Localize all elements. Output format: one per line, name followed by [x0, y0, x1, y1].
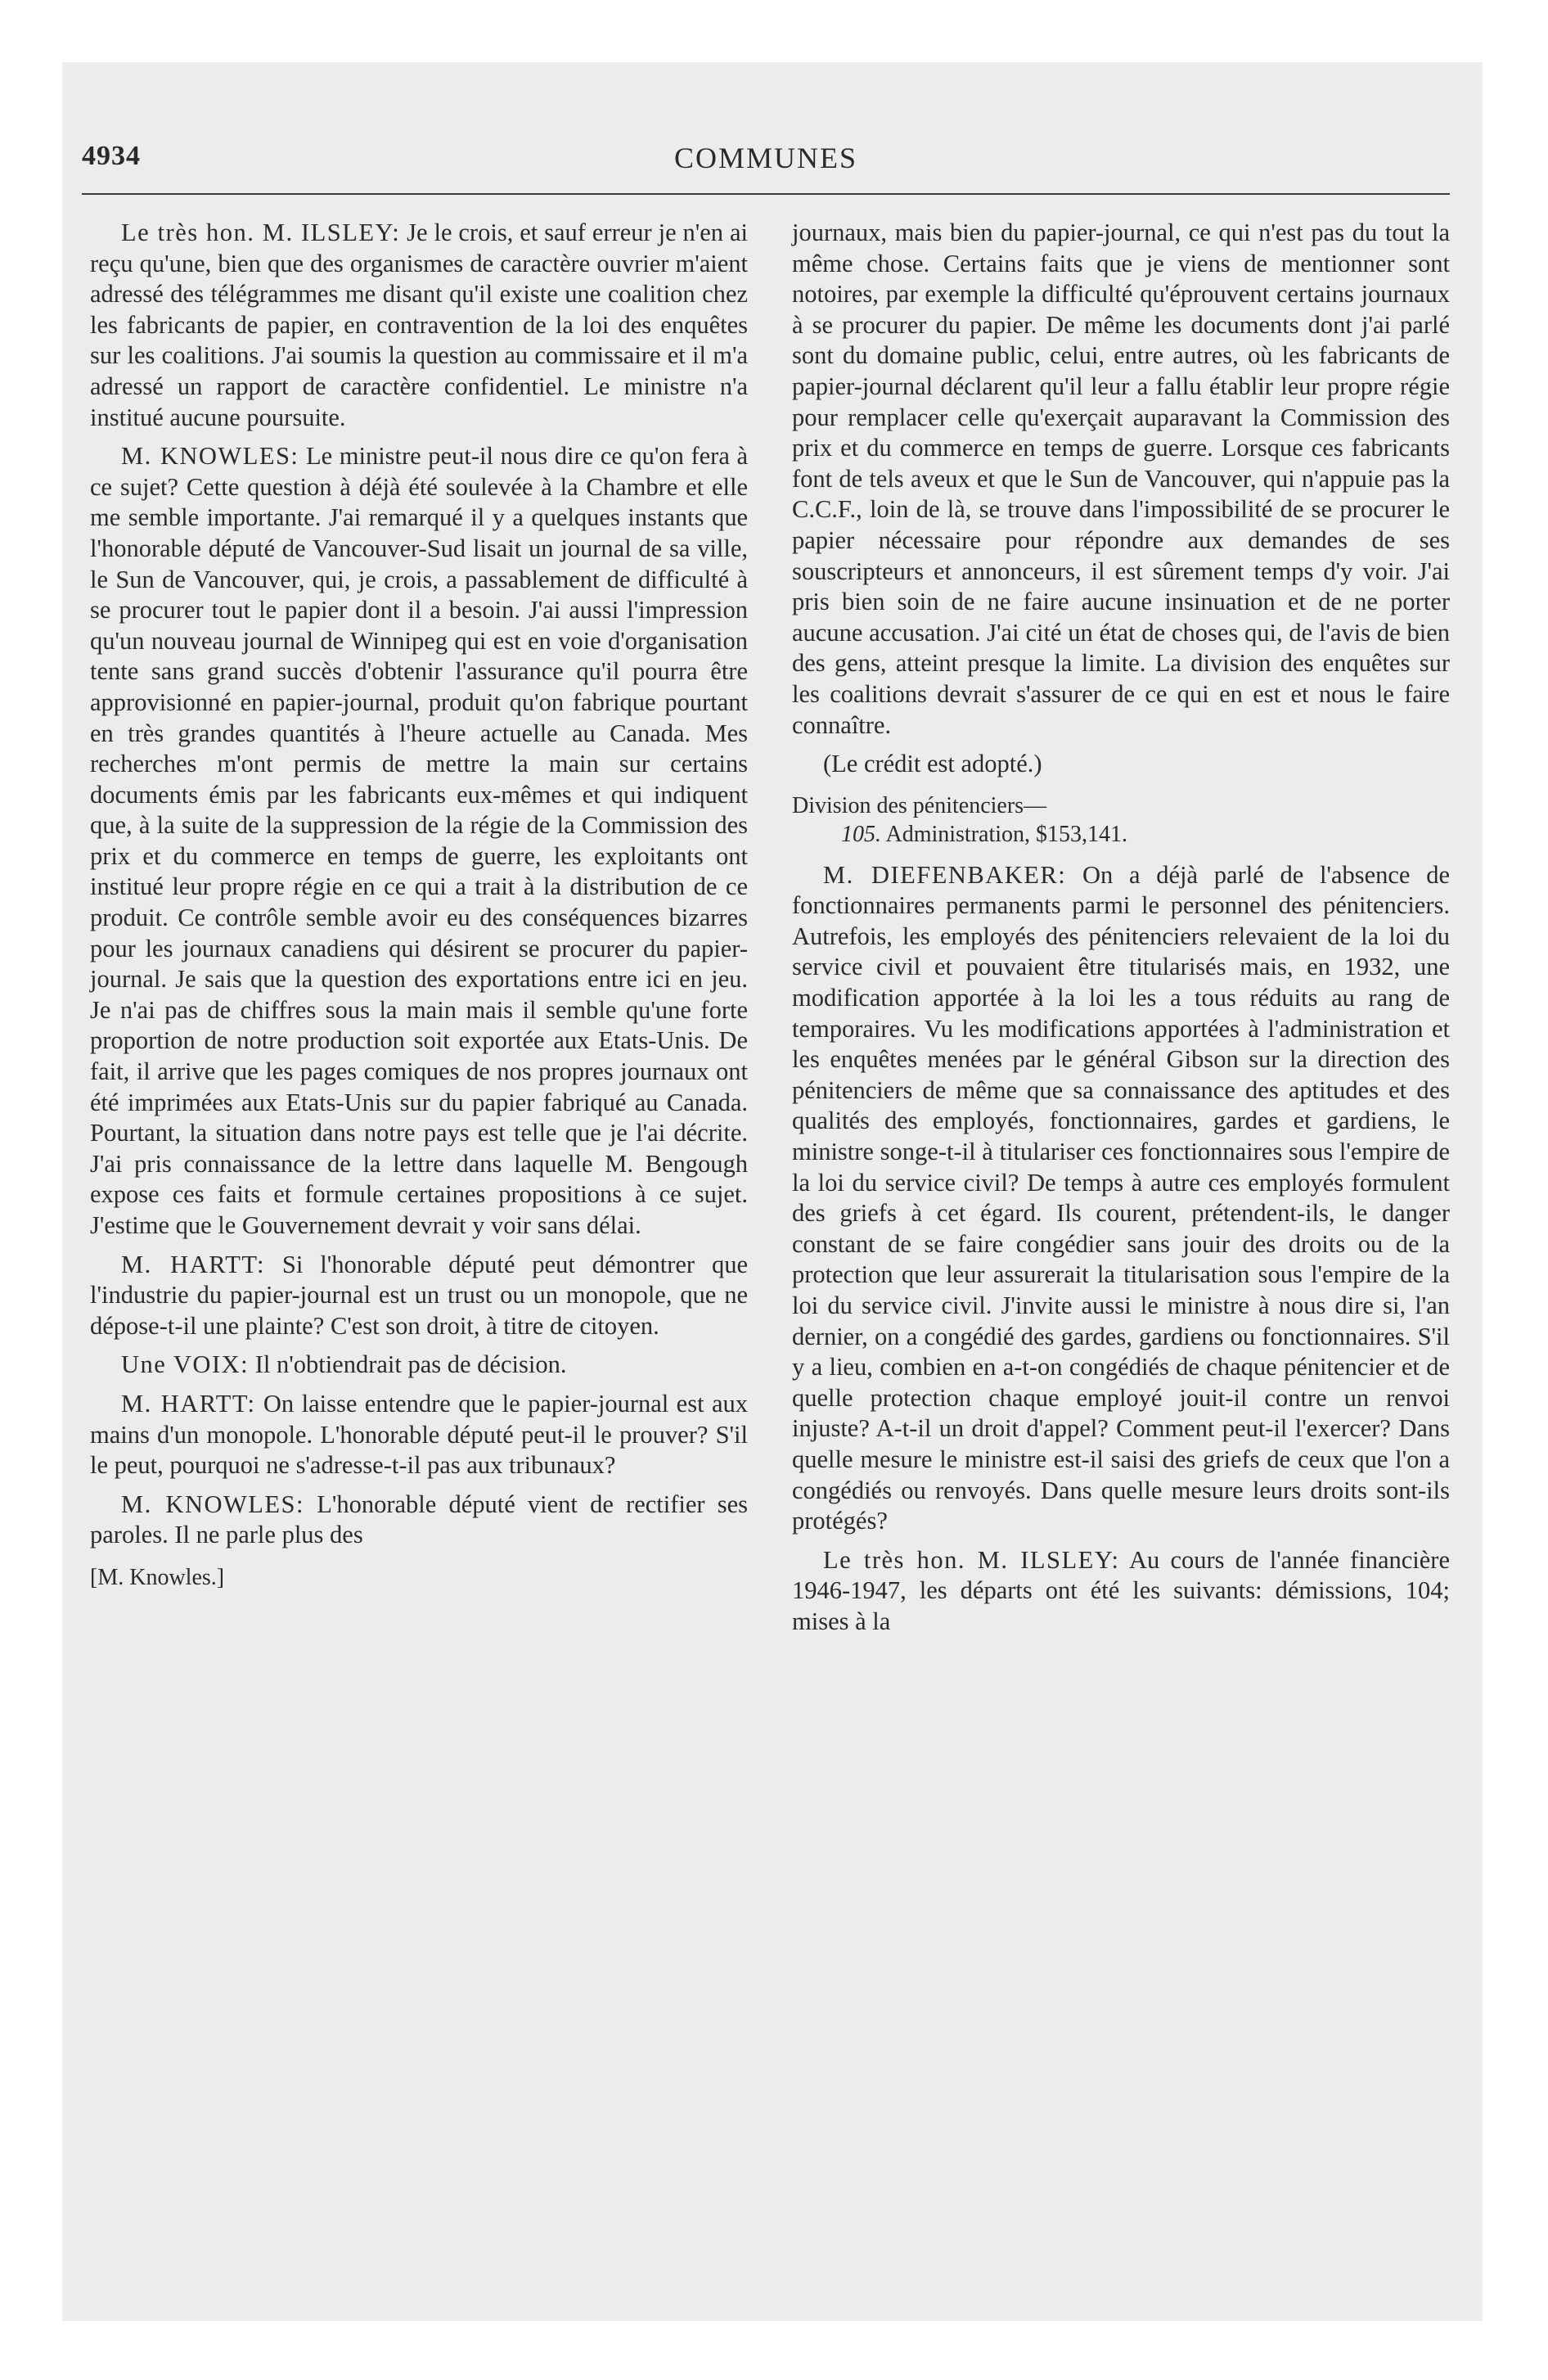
speech-text: Si l'honorable député peut démontrer que l'industrie du papier-journal est un trust ou un monopole, que ne dépose-t-il une plainte? C'est son droit, à titre de citoyen. — [90, 1250, 749, 1340]
speaker-name: M. DIEFENBAKER: — [823, 860, 1067, 889]
speech-text: On a déjà parlé de l'absence de fonctionnaires permanents parmi le personnel des pénitenciers. Autrefois, les employés des pénitenciers relevaient de la loi du service civil et pouvaient être titularisés mais, en 1932, une modification apportée à la loi les a tous réduits au rang de temporaires. Vu les modifications apportées à l'administration et les enquêtes menées par le général Gibson sur la direction des pénitenciers de même que sa connaissance des aptitudes et des qualités des employés, fonctionnaires, gardes et gardiens, le ministre songe-t-il à titulariser ces fonctionnaires sous l'empire de la loi du service civil? De temps à autre ces employés formulent des griefs à cet égard. Ils courent, prétendent-ils, le danger constant de se faire congédier sans jouir des droits ou de la protection que leur assurerait la titularisation sous l'empire de la loi du service civil. J'invite aussi le ministre à nous dire si, l'an dernier, on a congédié des gardes, gardiens ou fonctionnaires. S'il y a lieu, combien en a-t-on congédiés de chaque pénitencier et de quelle protection chaque employé jouit-il contre un renvoi injuste? A-t-il un droit d'appel? Comment peut-il l'exercer? Dans quelle mesure le ministre est-il saisi des griefs de ceux que l'on a congédiés ou renvoyés. Dans quelle mesure leurs droits sont-ils protégés? — [792, 860, 1450, 1535]
paragraph — [792, 860, 1450, 1537]
paragraph — [90, 1389, 748, 1481]
speaker-name: M. HARTT: — [121, 1250, 265, 1278]
speaker-name: Le très hon. M. ILSLEY: — [121, 219, 401, 246]
paragraph — [792, 218, 1450, 741]
paragraph — [792, 1545, 1450, 1638]
speech-text: Le ministre peut-il nous dire ce qu'on fera à ce sujet? Cette question à déjà été soulevée à la Chambre et elle me semble importante. J'ai remarqué il y a quelques instants que l'honorable député de Vancouver-Sud lisait un journal de sa ville, le Sun de Vancouver, qui, je crois, a passablement de difficulté à se procurer tout le papier dont il a besoin. J'ai aussi l'impression qu'un nouveau journal de Winnipeg qui est en voie d'organisation tente sans grand succès d'obtenir l'assurance qu'il pourra être approvisionné en papier-journal, produit qu'on fabrique pourtant en très grandes quantités à l'heure actuelle au Canada. Mes recherches m'ont permis de mettre la main sur certains documents émis par les fabricants eux-mêmes et qui indiquent que, à la suite de la suppression de la régie de la Commission des prix et du commerce en temps de guerre, les exploitants ont institué leur propre régie en ce qui a trait à la distribution de ce produit. Ce contrôle semble avoir eu des conséquences bizarres pour les journaux canadiens qui désirent se procurer du papier-journal. Je sais que la question des exportations entre ici en jeu. Je n'ai pas de chiffres sous la main mais il semble qu'une forte proportion de notre production soit exportée aux Etats-Unis. De fait, il arrive que les pages comiques de nos propres journaux ont été imprimées aux Etats-Unis sur du papier fabriqué au Canada. Pourtant, la situation dans notre pays est telle que je l'ai décrite. J'ai pris connaissance de la lettre dans laquelle M. Bengough expose ces faits et formule certaines propositions à ce sujet. J'estime que le Gouvernement devrait y voir sans délai. — [90, 442, 749, 1239]
adopted-note: (Le crédit est adopté.) — [823, 750, 1042, 778]
speech-text: Il n'obtiendrait pas de décision. — [254, 1350, 567, 1379]
left-column — [90, 218, 748, 1602]
speech-text: Je le crois, et sauf erreur je n'en ai reçu qu'une, bien que des organismes de caractère ouvrier m'aient adressé des télégrammes me disant qu'il existe une coalition chez les fabricants de papier, en contravention de la loi des enquêtes sur les coalitions. J'ai soumis la question au commissaire et il m'a adressé un rapport de caractère confidentiel. Le ministre n'a institué aucune poursuite. — [90, 219, 748, 431]
speaker-name: M. KNOWLES: — [121, 1490, 304, 1518]
speaker-name: M. HARTT: — [121, 1389, 256, 1418]
speech-text: Au cours de l'année financière 1946-1947, les départs ont été les suivants: démissions, 104; mises à la — [792, 1545, 1450, 1635]
speech-text: L'honorable député vient de rectifier ses paroles. Il ne parle plus des — [90, 1490, 749, 1549]
item-text: Administration, $153,141. — [885, 821, 1128, 847]
speaker-name: M. KNOWLES: — [121, 442, 299, 471]
paragraph — [90, 441, 748, 1241]
speaker-footer: [M. Knowles.] — [90, 1564, 225, 1590]
page-header — [82, 141, 1450, 195]
page-title: COMMUNES — [673, 142, 858, 174]
speaker-name: Une VOIX: — [121, 1350, 250, 1379]
page-number: 4934 — [82, 141, 141, 171]
section-heading: Division des pénitenciers— — [792, 792, 1047, 818]
paragraph — [90, 1250, 748, 1342]
speech-text: journaux, mais bien du papier-journal, ce qui n'est pas du tout la même chose. Certains faits que je viens de mentionner sont notoires, par exemple la difficulté qu'éprouvent certains journaux à se procurer du papier. De même les documents dont j'ai parlé sont du domaine public, celui, entre autres, où les fabricants de papier-journal déclarent qu'il leur a fallu établir leur propre régie pour remplacer celle qu'exerçait auparavant la Commission des prix et du commerce en temps de guerre. Lorsque ces fabricants font de tels aveux et que le Sun de Vancouver, qui n'appuie pas la C.C.F., loin de là, se trouve dans l'impossibilité de se procurer le papier nécessaire pour répondre aux demandes de ses souscripteurs et annonceurs, il est sûrement temps d'y voir. J'ai pris bien soin de ne faire aucune insinuation et de ne porter aucune accusation. J'ai cité un état de choses qui, de l'avis de bien des gens, atteint presque la limite. La division des enquêtes sur les coalitions devrait s'assurer de ce qui en est et nous le faire connaître. — [792, 219, 1450, 739]
paragraph — [90, 1350, 748, 1381]
budget-item — [792, 821, 1450, 849]
right-column — [792, 218, 1450, 1646]
speaker-name: Le très hon. M. ILSLEY: — [823, 1545, 1120, 1574]
paragraph — [90, 1490, 748, 1551]
header-rule — [82, 193, 1450, 195]
item-number: 105. — [841, 821, 881, 847]
speech-text: On laisse entendre que le papier-journal est aux mains d'un monopole. L'honorable député peut-il le prouver? S'il le peut, pourquoi ne s'adresse-t-il pas aux tribunaux? — [90, 1389, 749, 1480]
paragraph — [90, 218, 748, 433]
